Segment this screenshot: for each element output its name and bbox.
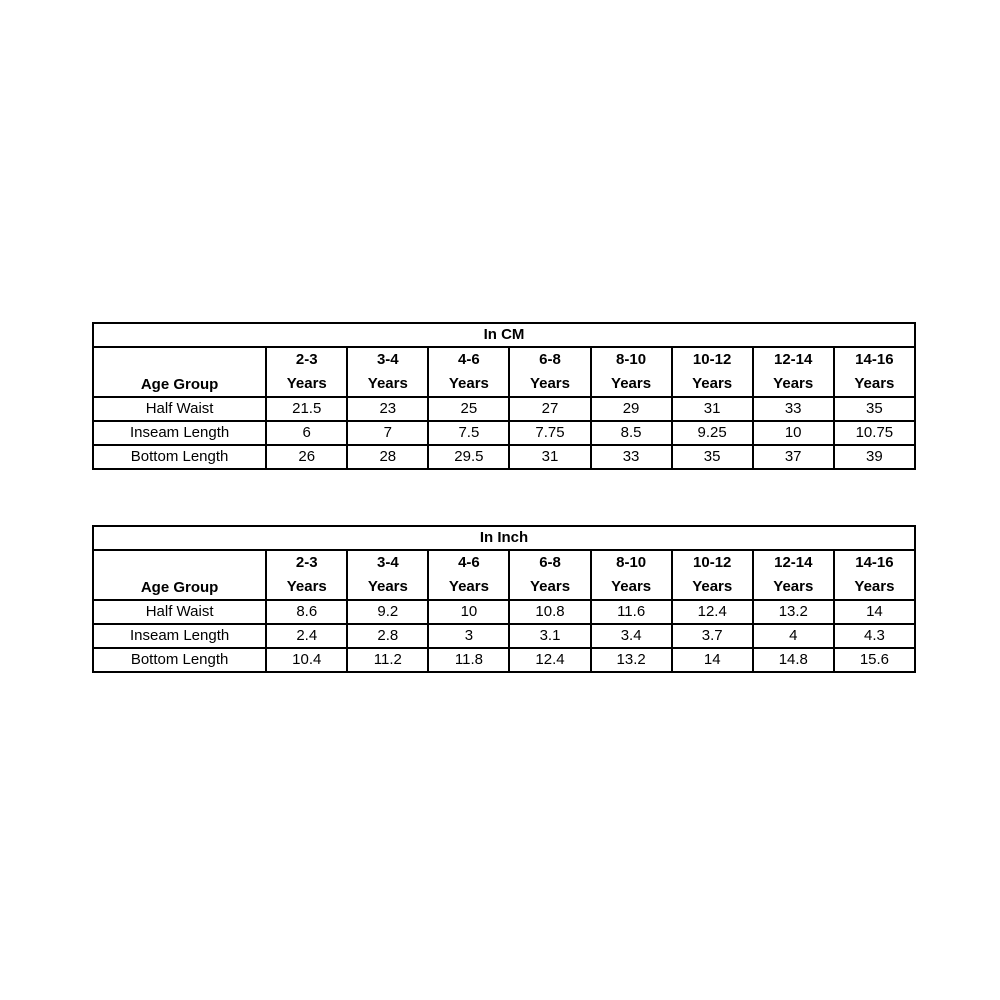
- age-unit: Years: [286, 578, 327, 595]
- age-range: 10-12: [692, 351, 732, 368]
- measurement-cell: 35: [672, 445, 753, 469]
- measurement-cell: 12.4: [672, 600, 753, 624]
- age-column-header: [753, 550, 834, 600]
- age-unit: Years: [773, 578, 814, 595]
- age-range: 8-10: [616, 351, 647, 368]
- measurement-cell: 3.7: [672, 624, 753, 648]
- measurement-cell: 28: [347, 445, 428, 469]
- age-column-header: [347, 347, 428, 397]
- size-chart-table-cm: [92, 322, 916, 470]
- row-label: Inseam Length: [93, 421, 266, 445]
- table-row: [93, 648, 915, 672]
- age-unit: Years: [448, 375, 489, 392]
- age-range: 12-14: [774, 554, 813, 571]
- age-column-header: [591, 347, 672, 397]
- age-column-header: [834, 550, 915, 600]
- measurement-cell: 3: [428, 624, 509, 648]
- age-column-header: [428, 550, 509, 600]
- measurement-cell: 13.2: [591, 648, 672, 672]
- measurement-cell: 9.2: [347, 600, 428, 624]
- measurement-cell: 31: [509, 445, 590, 469]
- age-unit: Years: [692, 375, 733, 392]
- measurement-cell: 10.8: [509, 600, 590, 624]
- age-unit: Years: [611, 578, 652, 595]
- measurement-cell: 29.5: [428, 445, 509, 469]
- age-range: 8-10: [616, 554, 647, 571]
- measurement-cell: 37: [753, 445, 834, 469]
- age-range: 12-14: [774, 351, 813, 368]
- table-row: [93, 600, 915, 624]
- age-unit: Years: [854, 375, 895, 392]
- age-column-header: [672, 347, 753, 397]
- measurement-cell: 31: [672, 397, 753, 421]
- measurement-cell: 2.4: [266, 624, 347, 648]
- table-title-row: [93, 526, 915, 550]
- measurement-cell: 35: [834, 397, 915, 421]
- measurement-cell: 7.75: [509, 421, 590, 445]
- measurement-cell: 8.6: [266, 600, 347, 624]
- measurement-cell: 14: [672, 648, 753, 672]
- measurement-cell: 39: [834, 445, 915, 469]
- measurement-cell: 33: [591, 445, 672, 469]
- measurement-cell: 3.4: [591, 624, 672, 648]
- measurement-cell: 13.2: [753, 600, 834, 624]
- age-range: 2-3: [295, 554, 318, 571]
- age-unit: Years: [854, 578, 895, 595]
- measurement-cell: 14: [834, 600, 915, 624]
- age-column-header: [591, 550, 672, 600]
- row-label: Inseam Length: [93, 624, 266, 648]
- table-row: [93, 624, 915, 648]
- age-range: 4-6: [458, 554, 480, 571]
- measurement-cell: 26: [266, 445, 347, 469]
- measurement-cell: 8.5: [591, 421, 672, 445]
- measurement-cell: 23: [347, 397, 428, 421]
- age-range: 14-16: [855, 554, 894, 571]
- measurement-cell: 10: [428, 600, 509, 624]
- row-label: Half Waist: [93, 397, 266, 421]
- measurement-cell: 29: [591, 397, 672, 421]
- age-unit: Years: [530, 578, 571, 595]
- measurement-cell: 7.5: [428, 421, 509, 445]
- measurement-cell: 25: [428, 397, 509, 421]
- measurement-cell: 3.1: [509, 624, 590, 648]
- measurement-cell: 6: [266, 421, 347, 445]
- measurement-cell: 15.6: [834, 648, 915, 672]
- table-title: In Inch: [93, 526, 915, 550]
- measurement-cell: 11.6: [591, 600, 672, 624]
- age-group-header: Age Group: [93, 347, 266, 397]
- measurement-cell: 11.8: [428, 648, 509, 672]
- age-unit: Years: [773, 375, 814, 392]
- measurement-cell: 2.8: [347, 624, 428, 648]
- measurement-cell: 4.3: [834, 624, 915, 648]
- measurement-cell: 11.2: [347, 648, 428, 672]
- age-unit: Years: [692, 578, 733, 595]
- age-unit: Years: [611, 375, 652, 392]
- age-unit: Years: [286, 375, 327, 392]
- measurement-cell: 10.4: [266, 648, 347, 672]
- measurement-cell: 33: [753, 397, 834, 421]
- age-range: 3-4: [377, 554, 399, 571]
- age-column-header: [509, 550, 590, 600]
- table-row: [93, 397, 915, 421]
- age-column-header: [509, 347, 590, 397]
- age-range: 2-3: [295, 351, 318, 368]
- measurement-cell: 21.5: [266, 397, 347, 421]
- row-label: Bottom Length: [93, 648, 266, 672]
- table-title: In CM: [93, 323, 915, 347]
- table-row: [93, 445, 915, 469]
- age-column-header: [753, 347, 834, 397]
- age-column-header: [266, 550, 347, 600]
- size-chart-table-inch: [92, 525, 916, 673]
- age-range: 6-8: [539, 554, 561, 571]
- measurement-cell: 27: [509, 397, 590, 421]
- measurement-cell: 14.8: [753, 648, 834, 672]
- row-label: Bottom Length: [93, 445, 266, 469]
- age-column-header: [347, 550, 428, 600]
- measurement-cell: 12.4: [509, 648, 590, 672]
- table-title-row: [93, 323, 915, 347]
- age-column-header: [672, 550, 753, 600]
- age-column-header: [834, 347, 915, 397]
- age-range: 3-4: [376, 351, 399, 368]
- measurement-cell: 4: [753, 624, 834, 648]
- age-column-header: [266, 347, 347, 397]
- measurement-cell: 10: [753, 421, 834, 445]
- measurement-cell: 7: [347, 421, 428, 445]
- measurement-cell: 10.75: [834, 421, 915, 445]
- age-range: 10-12: [693, 554, 732, 571]
- age-unit: Years: [367, 375, 408, 392]
- age-range: 6-8: [539, 351, 561, 368]
- age-column-header: [428, 347, 509, 397]
- age-group-header: Age Group: [93, 550, 266, 600]
- header-row: [93, 550, 915, 600]
- age-range: 4-6: [458, 351, 480, 368]
- row-label: Half Waist: [93, 600, 266, 624]
- age-range: 14-16: [855, 351, 894, 368]
- header-row: [93, 347, 915, 397]
- age-unit: Years: [448, 578, 489, 595]
- measurement-cell: 9.25: [672, 421, 753, 445]
- age-unit: Years: [529, 375, 570, 392]
- table-row: [93, 421, 915, 445]
- age-unit: Years: [367, 578, 408, 595]
